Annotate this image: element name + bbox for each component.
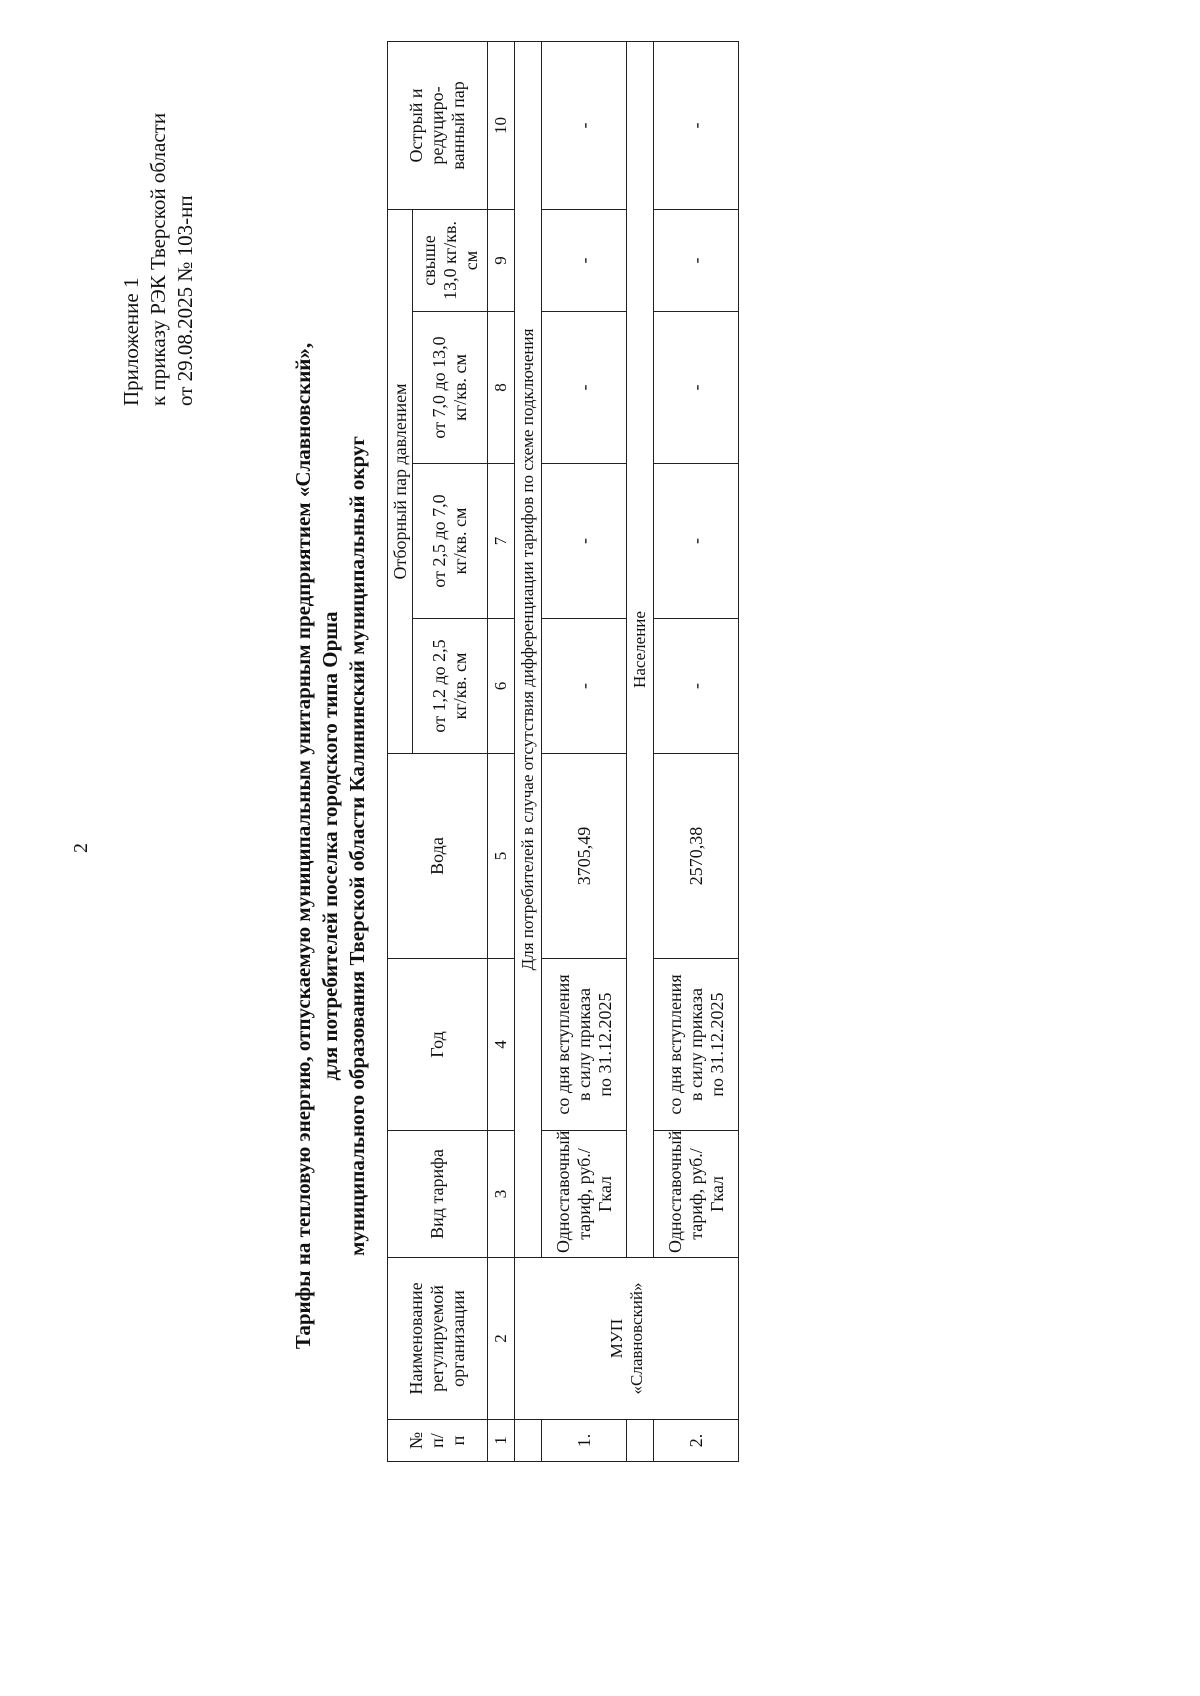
column-number: 4: [488, 959, 515, 1131]
year-cell: со дня вступления в силу приказа по 31.12.2025: [542, 959, 627, 1131]
column-number: 6: [488, 619, 515, 754]
pressure-1-value: -: [542, 619, 627, 754]
header-pressure-2: от 2,5 до 7,0 кг/кв. см: [413, 464, 488, 619]
tariff-type-cell: Одноставочный тариф, руб./Гкал: [542, 1131, 627, 1258]
pressure-3-value: -: [542, 312, 627, 464]
section-title-2: Население: [627, 41, 654, 1257]
column-number: 3: [488, 1131, 515, 1258]
header-steam-group: Отборный пар давлением: [388, 209, 413, 753]
column-number: 9: [488, 209, 515, 311]
water-value: 3705,49: [542, 754, 627, 959]
header-pressure-1: от 1,2 до 2,5 кг/кв. см: [413, 619, 488, 754]
pressure-1-value: -: [654, 619, 739, 754]
page-number: 2: [70, 843, 92, 853]
row-number: 1.: [542, 1420, 627, 1462]
appendix-line-3: от 29.08.2025 № 103-нп: [173, 195, 197, 406]
header-pressure-3: от 7,0 до 13,0 кг/кв. см: [413, 312, 488, 464]
appendix-line-1: Приложение 1: [119, 277, 143, 406]
pressure-2-value: -: [542, 464, 627, 619]
column-number: 2: [488, 1258, 515, 1420]
organization-name: МУП «Славновский»: [515, 1258, 739, 1420]
column-number: 5: [488, 754, 515, 959]
column-number: 7: [488, 464, 515, 619]
sharp-steam-value: -: [654, 41, 739, 209]
empty-cell: [627, 1420, 654, 1462]
column-number: 1: [488, 1420, 515, 1462]
tariff-type-cell: Одноставочный тариф, руб./Гкал: [654, 1131, 739, 1258]
sharp-steam-value: -: [542, 41, 627, 209]
column-number: 10: [488, 41, 515, 209]
document-title: [290, 296, 371, 1396]
empty-cell: [515, 1420, 542, 1462]
section-title-1: Для потребителей в случае отсутствия дифференциации тарифов по схеме подключения: [515, 41, 542, 1257]
title-line-2: для потребителей поселка городского типа Орша: [318, 611, 342, 1081]
pressure-4-value: -: [542, 209, 627, 311]
appendix-block: [118, 113, 199, 406]
section-row-1: [515, 41, 542, 1461]
header-row-1: [388, 41, 413, 1461]
water-value: 2570,38: [654, 754, 739, 959]
section-row-2: [627, 41, 654, 1461]
row-number: 2.: [654, 1420, 739, 1462]
header-pressure-4: свыше 13,0 кг/кв. см: [413, 209, 488, 311]
column-number: 8: [488, 312, 515, 464]
column-number-row: [488, 41, 515, 1461]
table-row: [542, 41, 627, 1461]
header-year: Год: [388, 959, 488, 1131]
pressure-4-value: -: [654, 209, 739, 311]
appendix-line-2: к приказу РЭК Тверской области: [146, 112, 170, 406]
pressure-2-value: -: [654, 464, 739, 619]
pressure-3-value: -: [654, 312, 739, 464]
tariff-table: [387, 41, 739, 1462]
header-tariff-type: Вид тарифа: [388, 1131, 488, 1258]
title-line-3: муниципального образования Тверской области Калининский муниципальный округ: [345, 436, 369, 1256]
header-num: № п/ п: [388, 1420, 488, 1462]
year-cell: со дня вступления в силу приказа по 31.12.2025: [654, 959, 739, 1131]
header-water: Вода: [388, 754, 488, 959]
table-row: [654, 41, 739, 1461]
header-sharp-steam: Острый и редуциро- ванный пар: [388, 41, 488, 209]
title-line-1: Тарифы на тепловую энергию, отпускаемую муниципальным унитарным предприятием «Славновский»,: [291, 342, 315, 1350]
header-organization: Наименование регулируемой организации: [388, 1258, 488, 1420]
